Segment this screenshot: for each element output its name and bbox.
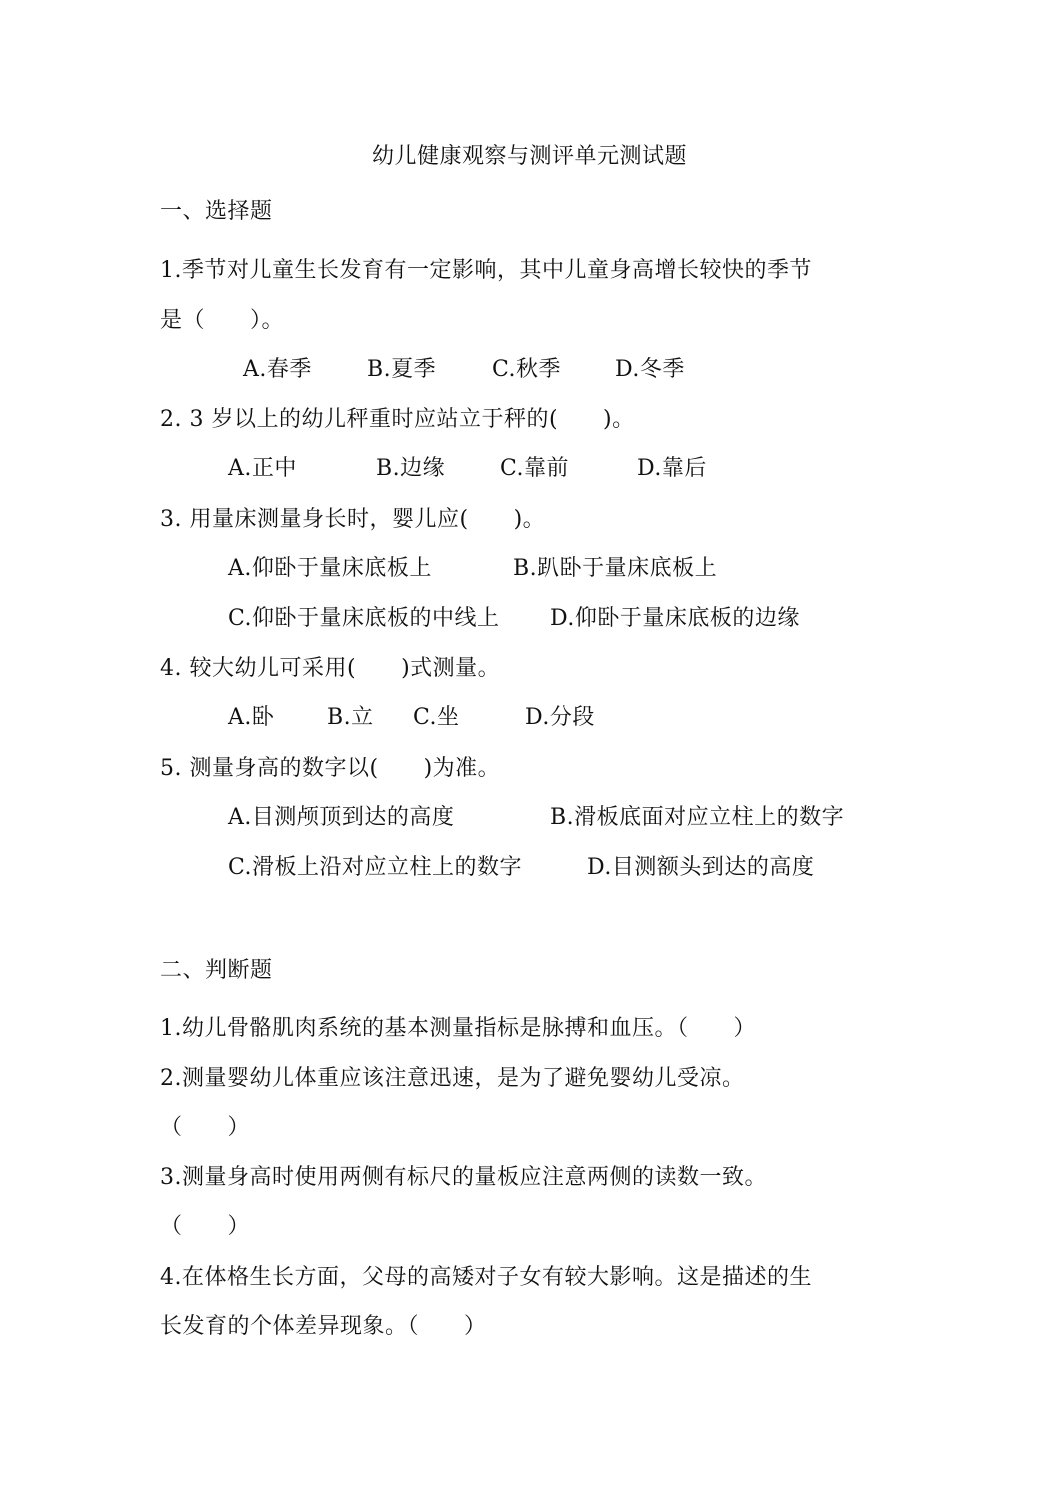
judgement-3-text: 3.测量身高时使用两侧有标尺的量板应注意两侧的读数一致。 bbox=[160, 1165, 767, 1190]
question-1-option-a: A.春季 bbox=[243, 357, 312, 382]
question-1-text-cont: 是（ ）。 bbox=[160, 308, 285, 333]
question-2-text: 2. 3 岁以上的幼儿秤重时应站立于秤的( )。 bbox=[160, 407, 635, 432]
question-5-text: 5. 测量身高的数字以( )为准。 bbox=[160, 756, 501, 781]
question-5-option-d: D.目测额头到达的高度 bbox=[587, 855, 815, 880]
question-1-option-d: D.冬季 bbox=[615, 357, 685, 382]
question-3-option-d: D.仰卧于量床底板的边缘 bbox=[550, 606, 800, 631]
question-3-option-c: C.仰卧于量床底板的中线上 bbox=[228, 606, 500, 631]
question-1-text: 1.季节对儿童生长发育有一定影响，其中儿童身高增长较快的季节 bbox=[160, 258, 812, 283]
question-2-option-b: B.边缘 bbox=[376, 456, 446, 481]
question-2-option-d: D.靠后 bbox=[637, 456, 707, 481]
section-heading-choice: 一、选择题 bbox=[160, 199, 273, 224]
judgement-2-text: 2.测量婴幼儿体重应该注意迅速，是为了避免婴幼儿受凉。 bbox=[160, 1066, 745, 1091]
section-heading-judgement: 二、判断题 bbox=[160, 958, 273, 983]
question-2-option-a: A.正中 bbox=[228, 456, 297, 481]
question-3-text: 3. 用量床测量身长时，婴儿应( )。 bbox=[160, 507, 546, 532]
judgement-3-blank: （ ） bbox=[160, 1214, 251, 1239]
question-4-option-a: A.卧 bbox=[228, 705, 275, 730]
question-4-text: 4. 较大幼儿可采用( )式测量。 bbox=[160, 656, 501, 681]
question-4-option-c: C.坐 bbox=[413, 705, 460, 730]
question-1-option-b: B.夏季 bbox=[367, 357, 437, 382]
question-3-option-a: A.仰卧于量床底板上 bbox=[228, 556, 432, 581]
question-5-option-c: C.滑板上沿对应立柱上的数字 bbox=[228, 855, 523, 880]
question-1-option-c: C.秋季 bbox=[492, 357, 562, 382]
document-title: 幼儿健康观察与测评单元测试题 bbox=[371, 144, 687, 169]
question-4-option-d: D.分段 bbox=[525, 705, 595, 730]
question-5-option-a: A.目测颅顶到达的高度 bbox=[228, 805, 455, 830]
question-5-option-b: B.滑板底面对应立柱上的数字 bbox=[550, 805, 845, 830]
judgement-4-text: 4.在体格生长方面，父母的高矮对子女有较大影响。这是描述的生 bbox=[160, 1265, 812, 1290]
question-4-option-b: B.立 bbox=[327, 705, 374, 730]
question-3-option-b: B.趴卧于量床底板上 bbox=[513, 556, 718, 581]
judgement-4-text-cont: 长发育的个体差异现象。（ ） bbox=[160, 1314, 487, 1339]
judgement-1-text: 1.幼儿骨骼肌肉系统的基本测量指标是脉搏和血压。（ ） bbox=[160, 1016, 756, 1041]
question-2-option-c: C.靠前 bbox=[500, 456, 570, 481]
judgement-2-blank: （ ） bbox=[160, 1115, 251, 1140]
